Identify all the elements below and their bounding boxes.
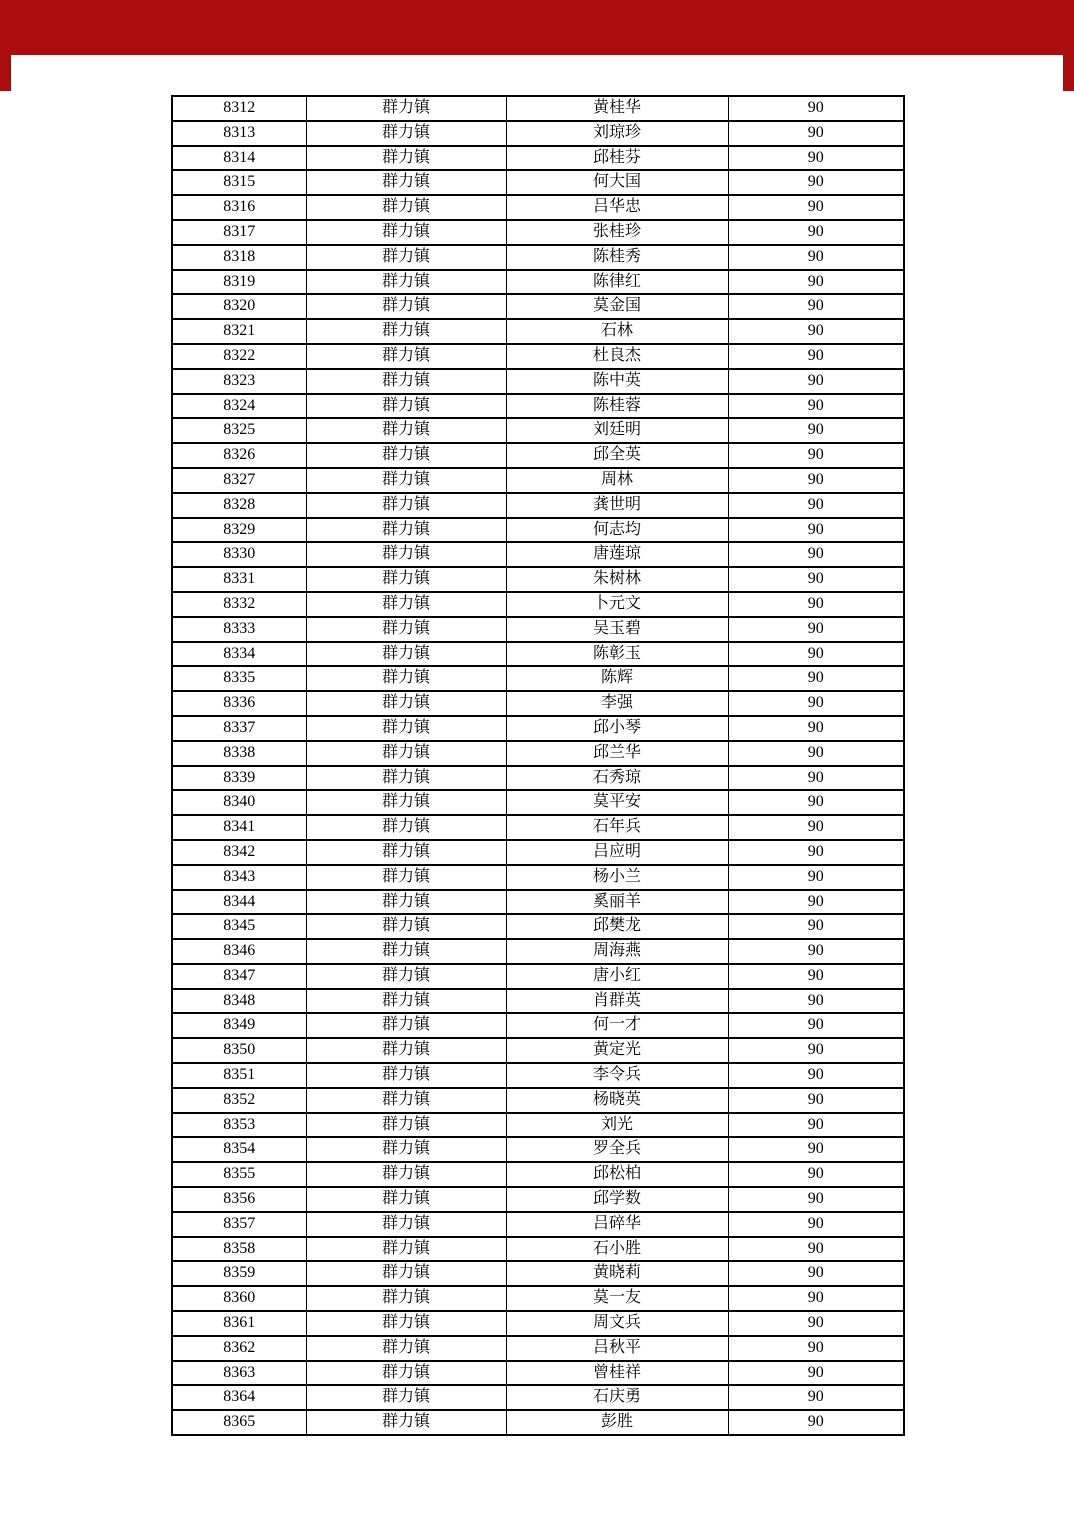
cell-name: 何志均 — [506, 518, 728, 543]
cell-name: 吕碎华 — [506, 1212, 728, 1237]
table-row — [172, 815, 904, 840]
table-row — [172, 691, 904, 716]
table-row — [172, 170, 904, 195]
table-row — [172, 319, 904, 344]
cell-town: 群力镇 — [306, 493, 506, 518]
cell-town: 群力镇 — [306, 294, 506, 319]
cell-score: 90 — [728, 741, 904, 766]
table-row — [172, 865, 904, 890]
table-row — [172, 270, 904, 295]
cell-name: 陈律红 — [506, 270, 728, 295]
cell-id: 8355 — [172, 1162, 306, 1187]
cell-id: 8321 — [172, 319, 306, 344]
cell-name: 莫平安 — [506, 790, 728, 815]
cell-name: 邱兰华 — [506, 741, 728, 766]
table-row — [172, 790, 904, 815]
cell-score: 90 — [728, 666, 904, 691]
cell-id: 8318 — [172, 245, 306, 270]
cell-town: 群力镇 — [306, 443, 506, 468]
document-sheet — [171, 95, 905, 1436]
cell-name: 石秀琼 — [506, 766, 728, 791]
cell-town: 群力镇 — [306, 666, 506, 691]
cell-id: 8360 — [172, 1286, 306, 1311]
cell-name: 唐小红 — [506, 964, 728, 989]
cell-town: 群力镇 — [306, 890, 506, 915]
cell-id: 8335 — [172, 666, 306, 691]
cell-town: 群力镇 — [306, 1336, 506, 1361]
cell-name: 罗全兵 — [506, 1137, 728, 1162]
cell-town: 群力镇 — [306, 1137, 506, 1162]
cell-id: 8314 — [172, 146, 306, 171]
cell-id: 8347 — [172, 964, 306, 989]
cell-name: 石小胜 — [506, 1237, 728, 1262]
cell-id: 8362 — [172, 1336, 306, 1361]
table-row — [172, 146, 904, 171]
red-edge-right — [1063, 55, 1074, 91]
cell-id: 8350 — [172, 1038, 306, 1063]
cell-score: 90 — [728, 294, 904, 319]
cell-id: 8341 — [172, 815, 306, 840]
cell-name: 刘光 — [506, 1113, 728, 1138]
cell-name: 何一才 — [506, 1013, 728, 1038]
cell-name: 邱全英 — [506, 443, 728, 468]
cell-town: 群力镇 — [306, 195, 506, 220]
cell-town: 群力镇 — [306, 96, 506, 121]
cell-town: 群力镇 — [306, 245, 506, 270]
cell-town: 群力镇 — [306, 220, 506, 245]
table-row — [172, 1162, 904, 1187]
cell-id: 8343 — [172, 865, 306, 890]
cell-id: 8346 — [172, 939, 306, 964]
cell-name: 邱松柏 — [506, 1162, 728, 1187]
cell-id: 8325 — [172, 418, 306, 443]
cell-id: 8334 — [172, 642, 306, 667]
cell-town: 群力镇 — [306, 617, 506, 642]
cell-town: 群力镇 — [306, 1113, 506, 1138]
cell-id: 8313 — [172, 121, 306, 146]
cell-town: 群力镇 — [306, 964, 506, 989]
table-row — [172, 592, 904, 617]
table-row — [172, 369, 904, 394]
cell-town: 群力镇 — [306, 1261, 506, 1286]
cell-name: 何大国 — [506, 170, 728, 195]
cell-name: 吕华忠 — [506, 195, 728, 220]
table-row — [172, 294, 904, 319]
cell-town: 群力镇 — [306, 1187, 506, 1212]
cell-id: 8342 — [172, 840, 306, 865]
cell-score: 90 — [728, 1336, 904, 1361]
score-table — [171, 95, 905, 1436]
cell-id: 8339 — [172, 766, 306, 791]
cell-score: 90 — [728, 121, 904, 146]
table-row — [172, 1261, 904, 1286]
cell-town: 群力镇 — [306, 344, 506, 369]
table-row — [172, 1361, 904, 1386]
cell-town: 群力镇 — [306, 790, 506, 815]
cell-score: 90 — [728, 1212, 904, 1237]
cell-id: 8338 — [172, 741, 306, 766]
cell-score: 90 — [728, 790, 904, 815]
cell-town: 群力镇 — [306, 1038, 506, 1063]
cell-score: 90 — [728, 170, 904, 195]
cell-score: 90 — [728, 617, 904, 642]
cell-score: 90 — [728, 592, 904, 617]
cell-town: 群力镇 — [306, 121, 506, 146]
cell-score: 90 — [728, 542, 904, 567]
table-row — [172, 121, 904, 146]
cell-name: 陈中英 — [506, 369, 728, 394]
cell-id: 8340 — [172, 790, 306, 815]
cell-town: 群力镇 — [306, 1162, 506, 1187]
table-row — [172, 96, 904, 121]
table-row — [172, 1385, 904, 1410]
cell-id: 8357 — [172, 1212, 306, 1237]
cell-score: 90 — [728, 1410, 904, 1435]
cell-score: 90 — [728, 890, 904, 915]
cell-score: 90 — [728, 642, 904, 667]
cell-id: 8354 — [172, 1137, 306, 1162]
cell-name: 杨小兰 — [506, 865, 728, 890]
table-row — [172, 914, 904, 939]
cell-town: 群力镇 — [306, 716, 506, 741]
table-row — [172, 394, 904, 419]
cell-score: 90 — [728, 1361, 904, 1386]
cell-score: 90 — [728, 220, 904, 245]
cell-name: 奚丽羊 — [506, 890, 728, 915]
table-row — [172, 1013, 904, 1038]
cell-name: 吕秋平 — [506, 1336, 728, 1361]
cell-id: 8333 — [172, 617, 306, 642]
table-row — [172, 1336, 904, 1361]
score-table-body — [172, 96, 904, 1435]
cell-name: 杨晓英 — [506, 1088, 728, 1113]
cell-id: 8361 — [172, 1311, 306, 1336]
cell-score: 90 — [728, 766, 904, 791]
cell-name: 莫金国 — [506, 294, 728, 319]
cell-id: 8364 — [172, 1385, 306, 1410]
cell-name: 黄定光 — [506, 1038, 728, 1063]
cell-id: 8323 — [172, 369, 306, 394]
cell-town: 群力镇 — [306, 1286, 506, 1311]
cell-score: 90 — [728, 1088, 904, 1113]
cell-id: 8351 — [172, 1063, 306, 1088]
cell-score: 90 — [728, 195, 904, 220]
cell-id: 8320 — [172, 294, 306, 319]
table-row — [172, 617, 904, 642]
cell-score: 90 — [728, 146, 904, 171]
cell-id: 8348 — [172, 989, 306, 1014]
cell-town: 群力镇 — [306, 170, 506, 195]
cell-id: 8332 — [172, 592, 306, 617]
cell-town: 群力镇 — [306, 1237, 506, 1262]
cell-name: 陈桂蓉 — [506, 394, 728, 419]
cell-name: 陈彰玉 — [506, 642, 728, 667]
table-row — [172, 939, 904, 964]
cell-score: 90 — [728, 1261, 904, 1286]
cell-id: 8330 — [172, 542, 306, 567]
cell-score: 90 — [728, 989, 904, 1014]
cell-name: 周林 — [506, 468, 728, 493]
cell-id: 8331 — [172, 567, 306, 592]
table-row — [172, 1311, 904, 1336]
cell-score: 90 — [728, 939, 904, 964]
cell-name: 杜良杰 — [506, 344, 728, 369]
cell-name: 刘琼珍 — [506, 121, 728, 146]
table-row — [172, 1063, 904, 1088]
cell-name: 吴玉碧 — [506, 617, 728, 642]
cell-name: 黄晓莉 — [506, 1261, 728, 1286]
table-row — [172, 1088, 904, 1113]
cell-name: 石林 — [506, 319, 728, 344]
table-row — [172, 1286, 904, 1311]
cell-name: 周文兵 — [506, 1311, 728, 1336]
cell-town: 群力镇 — [306, 865, 506, 890]
table-row — [172, 741, 904, 766]
table-row — [172, 666, 904, 691]
cell-name: 龚世明 — [506, 493, 728, 518]
table-row — [172, 964, 904, 989]
table-row — [172, 766, 904, 791]
table-row — [172, 567, 904, 592]
cell-name: 彭胜 — [506, 1410, 728, 1435]
cell-score: 90 — [728, 493, 904, 518]
red-edge-left — [0, 55, 11, 91]
cell-score: 90 — [728, 96, 904, 121]
cell-score: 90 — [728, 1162, 904, 1187]
cell-town: 群力镇 — [306, 418, 506, 443]
cell-town: 群力镇 — [306, 270, 506, 295]
cell-name: 邱桂芬 — [506, 146, 728, 171]
red-header-bar — [0, 0, 1074, 55]
table-row — [172, 1113, 904, 1138]
table-row — [172, 1038, 904, 1063]
cell-town: 群力镇 — [306, 567, 506, 592]
cell-town: 群力镇 — [306, 1063, 506, 1088]
cell-score: 90 — [728, 369, 904, 394]
cell-score: 90 — [728, 691, 904, 716]
table-row — [172, 1212, 904, 1237]
cell-id: 8356 — [172, 1187, 306, 1212]
cell-score: 90 — [728, 270, 904, 295]
cell-name: 曾桂祥 — [506, 1361, 728, 1386]
cell-score: 90 — [728, 1113, 904, 1138]
cell-id: 8329 — [172, 518, 306, 543]
table-row — [172, 1237, 904, 1262]
cell-name: 李令兵 — [506, 1063, 728, 1088]
cell-score: 90 — [728, 394, 904, 419]
cell-name: 周海燕 — [506, 939, 728, 964]
cell-town: 群力镇 — [306, 1410, 506, 1435]
cell-name: 吕应明 — [506, 840, 728, 865]
cell-id: 8315 — [172, 170, 306, 195]
cell-name: 石庆勇 — [506, 1385, 728, 1410]
cell-name: 肖群英 — [506, 989, 728, 1014]
cell-id: 8353 — [172, 1113, 306, 1138]
cell-score: 90 — [728, 865, 904, 890]
cell-town: 群力镇 — [306, 1013, 506, 1038]
table-row — [172, 1137, 904, 1162]
table-row — [172, 518, 904, 543]
cell-score: 90 — [728, 1063, 904, 1088]
cell-id: 8363 — [172, 1361, 306, 1386]
cell-town: 群力镇 — [306, 1311, 506, 1336]
cell-id: 8316 — [172, 195, 306, 220]
cell-town: 群力镇 — [306, 518, 506, 543]
cell-name: 张桂珍 — [506, 220, 728, 245]
cell-score: 90 — [728, 319, 904, 344]
table-row — [172, 642, 904, 667]
cell-town: 群力镇 — [306, 642, 506, 667]
cell-town: 群力镇 — [306, 914, 506, 939]
cell-id: 8336 — [172, 691, 306, 716]
cell-name: 陈辉 — [506, 666, 728, 691]
cell-name: 石年兵 — [506, 815, 728, 840]
table-row — [172, 840, 904, 865]
cell-score: 90 — [728, 344, 904, 369]
cell-town: 群力镇 — [306, 1212, 506, 1237]
cell-id: 8352 — [172, 1088, 306, 1113]
cell-score: 90 — [728, 1385, 904, 1410]
cell-score: 90 — [728, 1187, 904, 1212]
cell-score: 90 — [728, 716, 904, 741]
table-row — [172, 220, 904, 245]
cell-score: 90 — [728, 1013, 904, 1038]
cell-id: 8326 — [172, 443, 306, 468]
cell-score: 90 — [728, 1137, 904, 1162]
table-row — [172, 418, 904, 443]
cell-score: 90 — [728, 1286, 904, 1311]
cell-name: 陈桂秀 — [506, 245, 728, 270]
cell-town: 群力镇 — [306, 394, 506, 419]
cell-id: 8317 — [172, 220, 306, 245]
cell-town: 群力镇 — [306, 146, 506, 171]
cell-name: 卜元文 — [506, 592, 728, 617]
cell-town: 群力镇 — [306, 468, 506, 493]
table-row — [172, 716, 904, 741]
cell-town: 群力镇 — [306, 369, 506, 394]
cell-id: 8328 — [172, 493, 306, 518]
cell-town: 群力镇 — [306, 815, 506, 840]
cell-town: 群力镇 — [306, 1361, 506, 1386]
table-row — [172, 542, 904, 567]
cell-score: 90 — [728, 567, 904, 592]
cell-name: 莫一友 — [506, 1286, 728, 1311]
cell-score: 90 — [728, 840, 904, 865]
cell-id: 8365 — [172, 1410, 306, 1435]
table-row — [172, 468, 904, 493]
cell-id: 8344 — [172, 890, 306, 915]
cell-town: 群力镇 — [306, 840, 506, 865]
cell-name: 邱樊龙 — [506, 914, 728, 939]
table-row — [172, 890, 904, 915]
cell-score: 90 — [728, 418, 904, 443]
cell-id: 8312 — [172, 96, 306, 121]
table-row — [172, 245, 904, 270]
cell-id: 8322 — [172, 344, 306, 369]
cell-id: 8324 — [172, 394, 306, 419]
table-row — [172, 989, 904, 1014]
cell-name: 朱树林 — [506, 567, 728, 592]
cell-name: 邱学数 — [506, 1187, 728, 1212]
cell-town: 群力镇 — [306, 691, 506, 716]
cell-town: 群力镇 — [306, 741, 506, 766]
cell-id: 8337 — [172, 716, 306, 741]
cell-town: 群力镇 — [306, 1088, 506, 1113]
cell-id: 8345 — [172, 914, 306, 939]
cell-name: 刘廷明 — [506, 418, 728, 443]
cell-score: 90 — [728, 964, 904, 989]
cell-town: 群力镇 — [306, 989, 506, 1014]
table-row — [172, 195, 904, 220]
cell-score: 90 — [728, 1311, 904, 1336]
cell-town: 群力镇 — [306, 592, 506, 617]
cell-name: 李强 — [506, 691, 728, 716]
cell-town: 群力镇 — [306, 542, 506, 567]
table-row — [172, 443, 904, 468]
cell-score: 90 — [728, 914, 904, 939]
cell-score: 90 — [728, 245, 904, 270]
table-row — [172, 1410, 904, 1435]
cell-score: 90 — [728, 1038, 904, 1063]
cell-town: 群力镇 — [306, 939, 506, 964]
table-row — [172, 1187, 904, 1212]
cell-id: 8358 — [172, 1237, 306, 1262]
cell-name: 唐莲琼 — [506, 542, 728, 567]
cell-id: 8349 — [172, 1013, 306, 1038]
cell-id: 8327 — [172, 468, 306, 493]
cell-score: 90 — [728, 518, 904, 543]
cell-id: 8359 — [172, 1261, 306, 1286]
cell-name: 邱小琴 — [506, 716, 728, 741]
cell-score: 90 — [728, 468, 904, 493]
table-row — [172, 344, 904, 369]
table-row — [172, 493, 904, 518]
cell-score: 90 — [728, 443, 904, 468]
cell-id: 8319 — [172, 270, 306, 295]
cell-town: 群力镇 — [306, 319, 506, 344]
cell-name: 黄桂华 — [506, 96, 728, 121]
cell-town: 群力镇 — [306, 766, 506, 791]
cell-town: 群力镇 — [306, 1385, 506, 1410]
cell-score: 90 — [728, 1237, 904, 1262]
cell-score: 90 — [728, 815, 904, 840]
